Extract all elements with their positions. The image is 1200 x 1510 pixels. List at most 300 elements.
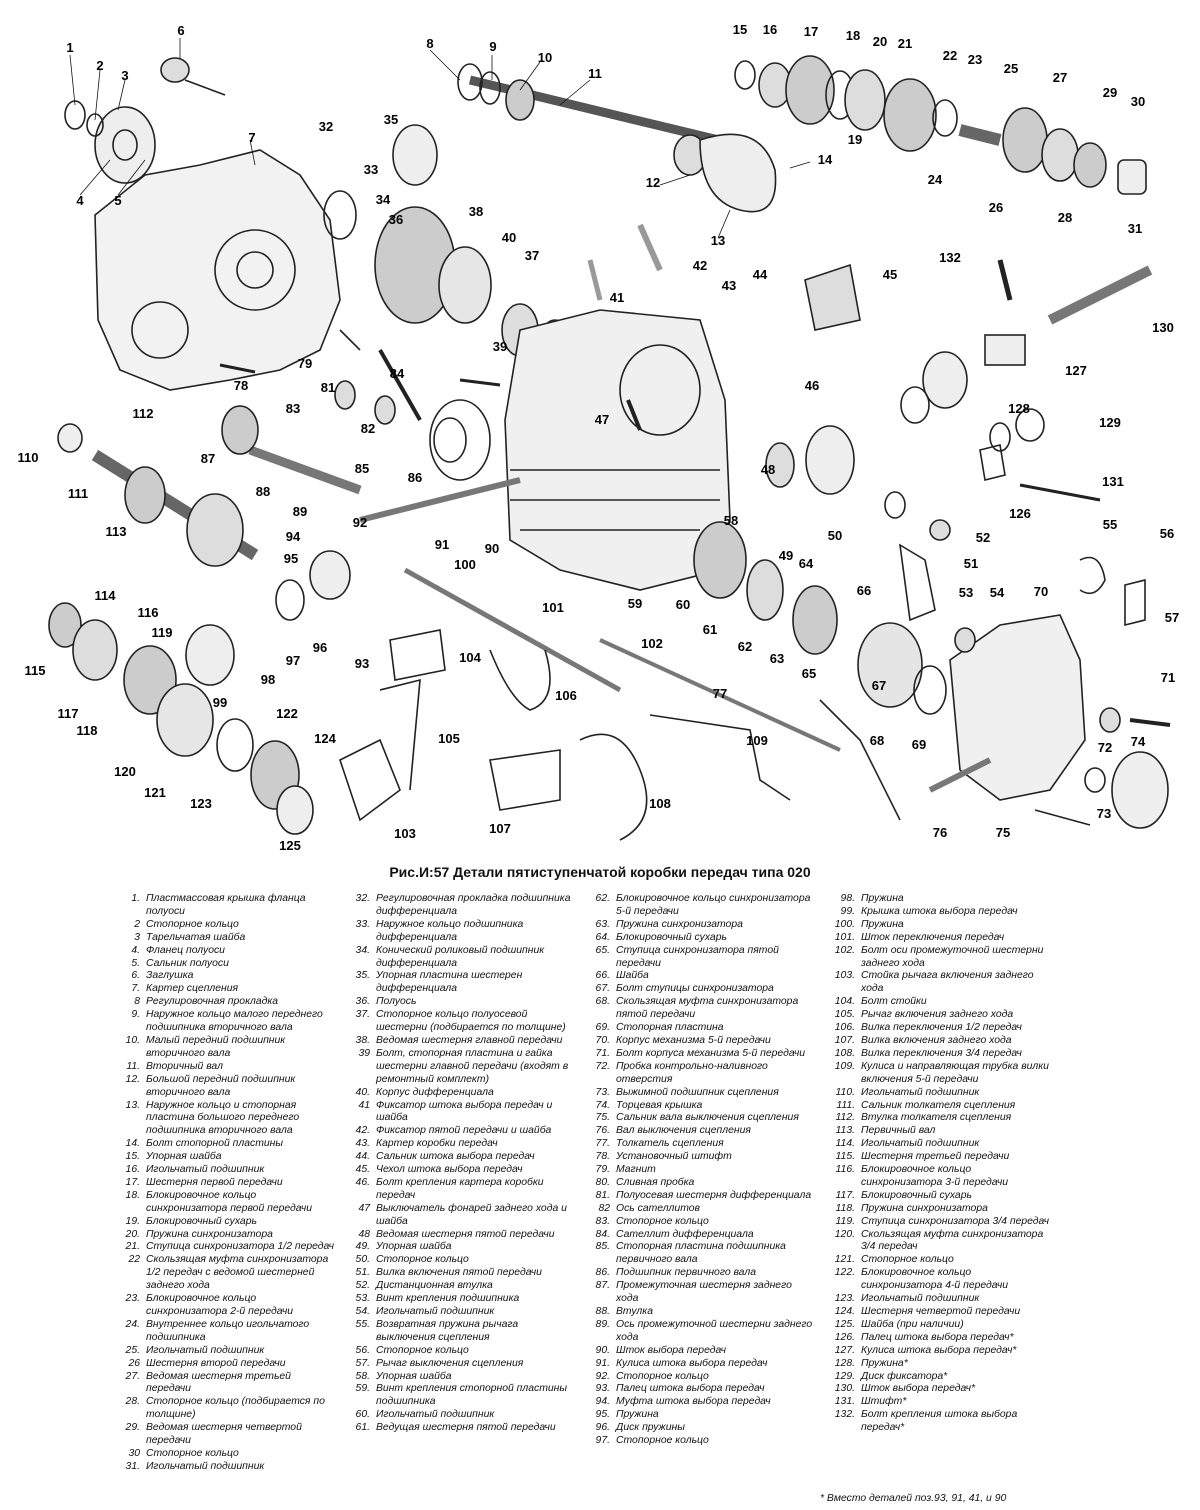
- legend-item-number: 124.: [834, 1306, 855, 1317]
- callout-number: 41: [609, 290, 625, 305]
- legend-item-text: Ведомая шестерня главной передачи: [376, 1034, 563, 1046]
- legend-item-number: 50.: [355, 1254, 370, 1266]
- legend-item-number: 22: [128, 1254, 140, 1266]
- legend-item: [340, 919, 580, 945]
- callout-number: 45: [882, 267, 898, 282]
- legend-item: [815, 970, 1055, 996]
- legend-item-number: 72.: [595, 1060, 610, 1072]
- legend-item: [340, 1306, 580, 1319]
- legend-item: [580, 970, 815, 983]
- legend-item: [815, 1048, 1055, 1061]
- legend-item: [815, 1358, 1055, 1371]
- legend-item-number: 17.: [125, 1176, 140, 1188]
- legend-item-number: 98.: [840, 893, 855, 904]
- legend-item-number: 85.: [595, 1241, 610, 1253]
- legend-item-text: Ось промежуточной шестерни заднего хода: [616, 1318, 813, 1343]
- callout-number: 111: [67, 486, 89, 501]
- legend-item: [815, 1293, 1055, 1306]
- legend-item-number: 4.: [131, 944, 140, 956]
- legend-item-text: Кулиса штока выбора передач: [616, 1357, 768, 1369]
- legend-item-number: 69.: [595, 1022, 610, 1034]
- callout-number: 98: [260, 672, 276, 687]
- callout-number: 117: [57, 706, 79, 721]
- callout-number: 85: [354, 461, 370, 476]
- legend-item-text: Фиксатор пятой передачи и шайба: [376, 1125, 552, 1137]
- legend-item-text: Ведомая шестерня четвертой передачи: [146, 1422, 302, 1447]
- callout-number: 94: [285, 529, 301, 544]
- callout-number: 22: [942, 48, 958, 63]
- legend-item-number: 91.: [595, 1357, 610, 1369]
- legend-item-text: Сателлит дифференциала: [616, 1228, 754, 1240]
- legend-item: [110, 1190, 335, 1216]
- legend-item-number: 132.: [834, 1409, 855, 1421]
- legend-item: [815, 1267, 1055, 1293]
- legend-item-number: 99.: [840, 905, 855, 917]
- legend-item-text: Болт стопорной пластины: [146, 1138, 284, 1150]
- callout-number: 61: [702, 622, 718, 637]
- legend-item: [340, 1241, 580, 1254]
- legend-item: [110, 1164, 335, 1177]
- callout-number: 50: [827, 528, 843, 543]
- legend-item: [815, 932, 1055, 945]
- legend-item: [580, 1100, 815, 1113]
- legend-item-text: Блокировочный сухарь: [146, 1215, 257, 1227]
- callout-number: 8: [426, 36, 434, 51]
- legend-item: [110, 1448, 335, 1461]
- callout-number: 19: [847, 132, 863, 147]
- callout-number: 91: [434, 537, 450, 552]
- legend-item: [340, 1009, 580, 1035]
- legend-item-number: 102.: [834, 944, 855, 956]
- legend-item-number: 71.: [595, 1047, 610, 1059]
- callout-number: 100: [454, 557, 476, 572]
- legend-item-number: 46.: [355, 1176, 370, 1188]
- legend-item: [580, 1345, 815, 1358]
- legend-item: [580, 1422, 815, 1435]
- legend-item-number: 58.: [355, 1370, 370, 1382]
- legend-item: [110, 1216, 335, 1229]
- legend-item-number: 120.: [834, 1228, 855, 1240]
- legend-item-text: Винт крепления стопорной пластины подшипника: [376, 1383, 568, 1408]
- legend-item: [340, 1048, 580, 1087]
- legend-item-text: Корпус механизма 5-й передачи: [616, 1034, 771, 1046]
- callout-number: 69: [911, 737, 927, 752]
- callout-number: 123: [190, 796, 212, 811]
- legend-item-text: Блокировочное кольцо синхронизатора 5-й передачи: [616, 893, 811, 917]
- legend-item: [340, 1100, 580, 1126]
- callout-number: 34: [375, 192, 391, 207]
- legend-item-text: Стопорная пластина подшипника первичного вала: [616, 1241, 786, 1266]
- legend-item: [340, 1371, 580, 1384]
- callout-number: 59: [627, 596, 643, 611]
- legend-item-text: Пробка контрольно-наливного отверстия: [616, 1060, 768, 1085]
- callout-number: 82: [360, 421, 376, 436]
- legend-item-number: 32.: [355, 893, 370, 904]
- legend-item: [815, 1229, 1055, 1255]
- legend-item: [340, 1035, 580, 1048]
- callout-number: 108: [649, 796, 671, 811]
- legend-item-number: 76.: [595, 1125, 610, 1137]
- callout-number: 40: [501, 230, 517, 245]
- legend-item-number: 108.: [834, 1047, 855, 1059]
- legend-item-number: 34.: [355, 944, 370, 956]
- legend-item-number: 24.: [125, 1318, 140, 1330]
- legend-item-number: 11.: [126, 1060, 140, 1072]
- legend-item-text: Наружное кольцо малого переднего подшипника вторичного вала: [146, 1009, 323, 1034]
- legend-item-number: 112.: [835, 1112, 855, 1124]
- legend-item-number: 78.: [595, 1151, 610, 1163]
- callout-number: 38: [468, 204, 484, 219]
- legend-item-text: Стопорное кольцо: [616, 1370, 709, 1382]
- legend-item-number: 87.: [595, 1280, 610, 1292]
- legend-item-text: Стопорное кольцо: [861, 1254, 954, 1266]
- callout-number: 49: [778, 548, 794, 563]
- legend-item-number: 121.: [834, 1254, 855, 1266]
- legend-item-number: 83.: [595, 1215, 610, 1227]
- legend-item-text: Игольчатый подшипник: [146, 1344, 265, 1356]
- legend-item: [580, 1138, 815, 1151]
- callout-number: 31: [1127, 221, 1143, 236]
- legend-item: [580, 1112, 815, 1125]
- legend-item: [340, 1293, 580, 1306]
- legend-item-text: Магнит: [616, 1164, 656, 1176]
- legend-item-text: Стопорное кольцо: [616, 1215, 709, 1227]
- legend-item-number: 88.: [595, 1306, 610, 1317]
- legend-item: [815, 1306, 1055, 1319]
- legend-item-number: 33.: [355, 918, 370, 930]
- callout-number: 101: [542, 600, 564, 615]
- legend-item-number: 93.: [595, 1383, 610, 1395]
- legend-item-text: Ось сателлитов: [616, 1202, 700, 1214]
- legend-item-text: Шток выбора передач*: [861, 1383, 975, 1395]
- legend-item: [340, 996, 580, 1009]
- legend-item-number: 21.: [125, 1241, 140, 1253]
- legend-item-text: Скользящая муфта синхронизатора 3/4 передач: [861, 1228, 1044, 1253]
- callout-number: 83: [285, 401, 301, 416]
- callout-number: 65: [801, 666, 817, 681]
- legend-item: [580, 1241, 815, 1267]
- legend-item-number: 31.: [125, 1460, 140, 1472]
- legend-column-1: [110, 893, 335, 1474]
- legend-item-text: Сальник вала выключения сцепления: [616, 1112, 799, 1124]
- legend-item-number: 100.: [834, 918, 855, 930]
- legend-item: [815, 1332, 1055, 1345]
- legend-item-number: 2: [134, 918, 140, 930]
- callout-number: 81: [320, 380, 336, 395]
- legend-item-text: Упорная пластина шестерен дифференциала: [376, 970, 523, 995]
- legend-item: [340, 1164, 580, 1177]
- legend-item-text: Упорная шайба: [376, 1370, 452, 1382]
- legend-item-number: 62.: [595, 893, 610, 904]
- legend-item-text: Игольчатый подшипник: [376, 1409, 495, 1421]
- callout-number: 18: [845, 28, 861, 43]
- legend-item-text: Диск пружины: [616, 1422, 685, 1434]
- callout-number: 92: [352, 515, 368, 530]
- legend-item-text: Шток выбора передач: [616, 1344, 726, 1356]
- callout-number: 62: [737, 639, 753, 654]
- legend-item-number: 127.: [834, 1344, 855, 1356]
- legend-item-text: Возвратная пружина рычага выключения сцепления: [376, 1318, 519, 1343]
- callout-number: 115: [24, 663, 46, 678]
- legend-item-number: 61.: [355, 1422, 370, 1434]
- legend-item: [580, 1151, 815, 1164]
- callout-number: 89: [292, 504, 308, 519]
- legend-item: [110, 1074, 335, 1100]
- callout-number: 73: [1096, 806, 1112, 821]
- legend-item: [580, 893, 815, 919]
- legend-item-number: 92.: [595, 1370, 610, 1382]
- legend-item: [340, 1267, 580, 1280]
- legend-item-text: Сливная пробка: [616, 1176, 695, 1188]
- legend-item-number: 128.: [834, 1357, 855, 1369]
- legend-item-number: 39: [358, 1047, 370, 1059]
- legend-item: [340, 1125, 580, 1138]
- legend-item-text: Рычаг выключения сцепления: [376, 1357, 524, 1369]
- callout-number: 53: [958, 585, 974, 600]
- legend-item-number: 12.: [125, 1073, 140, 1085]
- legend-item: [580, 1087, 815, 1100]
- legend-item-number: 84.: [595, 1228, 610, 1240]
- callout-number: 93: [354, 656, 370, 671]
- legend-item-number: 23.: [125, 1293, 140, 1305]
- legend-item: [110, 996, 335, 1009]
- legend-item-text: Стопорное кольцо: [616, 1435, 709, 1447]
- legend-item-number: 101.: [834, 931, 855, 943]
- clutch-housing-drawing: [95, 150, 340, 390]
- callout-number: 21: [897, 36, 913, 51]
- legend-item-text: Выжимной подшипник сцепления: [616, 1086, 779, 1098]
- callout-number: 116: [137, 605, 159, 620]
- legend-item-number: 53.: [355, 1293, 370, 1305]
- legend-item-number: 38.: [355, 1034, 370, 1046]
- callout-number: 106: [555, 688, 577, 703]
- legend-item: [340, 970, 580, 996]
- legend-item: [580, 1022, 815, 1035]
- callout-number: 23: [967, 52, 983, 67]
- legend-item-number: 103.: [834, 970, 855, 982]
- callout-number: 32: [318, 119, 334, 134]
- legend-item: [580, 996, 815, 1022]
- legend-item: [580, 1048, 815, 1061]
- legend-item: [580, 919, 815, 932]
- legend-item: [815, 906, 1055, 919]
- callout-number: 121: [144, 785, 166, 800]
- legend-item: [110, 945, 335, 958]
- legend-item-number: 1.: [131, 893, 140, 904]
- legend-item-text: Заглушка: [146, 970, 194, 982]
- legend-item-text: Фиксатор штока выбора передач и шайба: [376, 1099, 553, 1124]
- legend-item-text: Стопорная пластина: [616, 1022, 724, 1034]
- legend-item-text: Кулиса и направляющая трубка вилки включения 5-й передачи: [861, 1060, 1049, 1085]
- legend-item: [580, 1203, 815, 1216]
- legend-item-number: 77.: [595, 1138, 610, 1150]
- legend-item-text: Установочный штифт: [616, 1151, 732, 1163]
- legend-item-text: Картер сцепления: [146, 983, 239, 995]
- legend-item-text: Пластмассовая крышка фланца полуоси: [146, 893, 306, 917]
- legend-item-text: Ступица синхронизатора 1/2 передач: [146, 1241, 335, 1253]
- legend-item: [580, 1409, 815, 1422]
- callout-number: 36: [388, 212, 404, 227]
- callout-number: 44: [752, 267, 768, 282]
- legend-item-number: 67.: [595, 983, 610, 995]
- legend-item-number: 14.: [125, 1138, 140, 1150]
- legend-item-number: 130.: [834, 1383, 855, 1395]
- callout-number: 29: [1102, 85, 1118, 100]
- legend-item-number: 115.: [835, 1151, 855, 1163]
- legend-item-number: 113.: [835, 1125, 855, 1137]
- legend-item-number: 118.: [835, 1202, 855, 1214]
- legend-item-text: Блокировочный сухарь: [616, 931, 727, 943]
- legend-item: [340, 1280, 580, 1293]
- legend-item-number: 29.: [125, 1422, 140, 1434]
- legend-item-number: 42.: [355, 1125, 370, 1137]
- callout-number: 125: [279, 838, 301, 853]
- callout-number: 95: [283, 551, 299, 566]
- legend-item-number: 26: [128, 1357, 140, 1369]
- legend-item-text: Вилка включения пятой передачи: [376, 1267, 542, 1279]
- legend-item-text: Конический роликовый подшипник дифференциала: [376, 944, 545, 969]
- legend-item: [580, 1035, 815, 1048]
- callout-number: 113: [105, 524, 127, 539]
- callout-number: 128: [1008, 401, 1030, 416]
- legend-item-text: Диск фиксатора*: [861, 1370, 948, 1382]
- legend-item: [580, 932, 815, 945]
- legend-item-number: 123.: [834, 1293, 855, 1305]
- callout-number: 124: [314, 731, 336, 746]
- legend-item: [580, 1435, 815, 1448]
- legend-item: [815, 893, 1055, 906]
- legend-item-text: Пружина синхронизатора: [146, 1228, 273, 1240]
- legend-item-text: Стопорное кольцо: [376, 1344, 469, 1356]
- legend-item-text: Палец штока выбора передач*: [861, 1331, 1014, 1343]
- legend-item-number: 107.: [834, 1034, 855, 1046]
- legend-item: [110, 1358, 335, 1371]
- callout-number: 4: [76, 193, 84, 208]
- legend-item-text: Скользящая муфта синхронизатора пятой передачи: [616, 996, 799, 1021]
- legend-item: [340, 1229, 580, 1242]
- callout-number: 112: [132, 406, 154, 421]
- figure-caption: Рис.И:57 Детали пятиступенчатой коробки передач типа 020: [389, 864, 811, 880]
- callout-number: 17: [803, 24, 819, 39]
- callout-number: 26: [988, 200, 1004, 215]
- legend-item-number: 65.: [595, 944, 610, 956]
- callout-number: 87: [200, 451, 216, 466]
- legend-item-text: Болт корпуса механизма 5-й передачи: [616, 1047, 806, 1059]
- callout-number: 71: [1160, 670, 1176, 685]
- selector-fork-drawing: [490, 650, 550, 710]
- legend-item-number: 25.: [125, 1344, 140, 1356]
- legend-item-number: 5.: [131, 957, 140, 969]
- legend-item: [580, 945, 815, 971]
- legend-item: [815, 1125, 1055, 1138]
- legend-item-text: Игольчатый подшипник: [861, 1293, 980, 1305]
- legend-item-text: Регулировочная прокладка: [146, 996, 279, 1008]
- legend-item-text: Кулиса штока выбора передач*: [861, 1344, 1017, 1356]
- legend-item-number: 56.: [355, 1344, 370, 1356]
- legend-item-number: 96.: [595, 1422, 610, 1434]
- legend-item: [110, 1241, 335, 1254]
- callout-number: 78: [233, 378, 249, 393]
- legend-item-number: 79.: [595, 1164, 610, 1176]
- callout-number: 52: [975, 530, 991, 545]
- legend-item: [580, 1358, 815, 1371]
- callout-number: 79: [297, 356, 313, 371]
- legend-item: [110, 1061, 335, 1074]
- legend-item-text: Штифт*: [861, 1396, 907, 1408]
- legend-item-text: Фланец полуоси: [146, 944, 225, 956]
- legend-item-number: 10.: [125, 1034, 140, 1046]
- callout-number: 27: [1052, 70, 1068, 85]
- legend-item: [580, 1216, 815, 1229]
- legend-item: [580, 1396, 815, 1409]
- callout-number: 10: [537, 50, 553, 65]
- legend-item-number: 28.: [125, 1396, 140, 1408]
- legend-item-number: 75.: [595, 1112, 610, 1124]
- legend-item-text: Первичный вал: [861, 1125, 936, 1137]
- legend-item-number: 129.: [834, 1370, 855, 1382]
- callout-number: 126: [1009, 506, 1031, 521]
- callout-number: 104: [459, 650, 481, 665]
- legend-item: [580, 1061, 815, 1087]
- callout-number: 15: [732, 22, 748, 37]
- legend-item: [815, 1022, 1055, 1035]
- legend-item-text: Втулка: [616, 1306, 653, 1317]
- legend-item: [340, 1422, 580, 1435]
- callout-number: 74: [1130, 734, 1146, 749]
- legend-item-text: Пружина синхронизатора: [861, 1202, 988, 1214]
- legend-item-number: 45.: [355, 1164, 370, 1176]
- legend-item: [580, 1306, 815, 1319]
- legend-item: [580, 1267, 815, 1280]
- legend-item-text: Стопорное кольцо (подбирается по толщине): [146, 1396, 325, 1421]
- legend-item-number: 73.: [595, 1086, 610, 1098]
- callout-number: 56: [1159, 526, 1175, 541]
- legend-item-number: 82: [598, 1202, 610, 1214]
- legend-item: [815, 1409, 1055, 1435]
- callout-number: 68: [869, 733, 885, 748]
- legend-item-text: Промежуточная шестерня заднего хода: [616, 1280, 792, 1305]
- legend-item: [110, 1422, 335, 1448]
- callout-number: 42: [692, 258, 708, 273]
- callout-number: 16: [762, 22, 778, 37]
- legend-item-text: Шайба (при наличии): [861, 1318, 964, 1330]
- callout-number: 127: [1065, 363, 1087, 378]
- legend-item: [580, 1229, 815, 1242]
- legend-item: [110, 983, 335, 996]
- legend-item: [815, 1203, 1055, 1216]
- legend-item-text: Шайба: [616, 970, 649, 982]
- legend-item: [110, 1100, 335, 1139]
- legend-item-text: Ступица синхронизатора пятой передачи: [616, 944, 779, 969]
- legend-footnote: * Вместо деталей поз.93, 91, 41, и 90: [820, 1493, 1007, 1504]
- legend-item-text: Пружина: [861, 893, 904, 904]
- callout-number: 7: [248, 130, 256, 145]
- legend-item-number: 9.: [131, 1009, 140, 1021]
- callout-number: 88: [255, 484, 271, 499]
- callout-number: 24: [927, 172, 943, 187]
- callout-number: 105: [438, 731, 460, 746]
- legend-item: [110, 1177, 335, 1190]
- legend-item-text: Болт, стопорная пластина и гайка шестерни главной передачи (входят в ремонтный комплект): [376, 1047, 569, 1085]
- legend-item-text: Болт крепления картера коробки передач: [376, 1176, 544, 1201]
- legend-item: [815, 996, 1055, 1009]
- callout-number: 90: [484, 541, 500, 556]
- legend-item-number: 19.: [125, 1215, 140, 1227]
- legend-item-number: 116.: [835, 1164, 855, 1176]
- legend-item-number: 60.: [355, 1409, 370, 1421]
- legend-item-text: Упорная шайба: [146, 1151, 222, 1163]
- legend-item: [110, 1151, 335, 1164]
